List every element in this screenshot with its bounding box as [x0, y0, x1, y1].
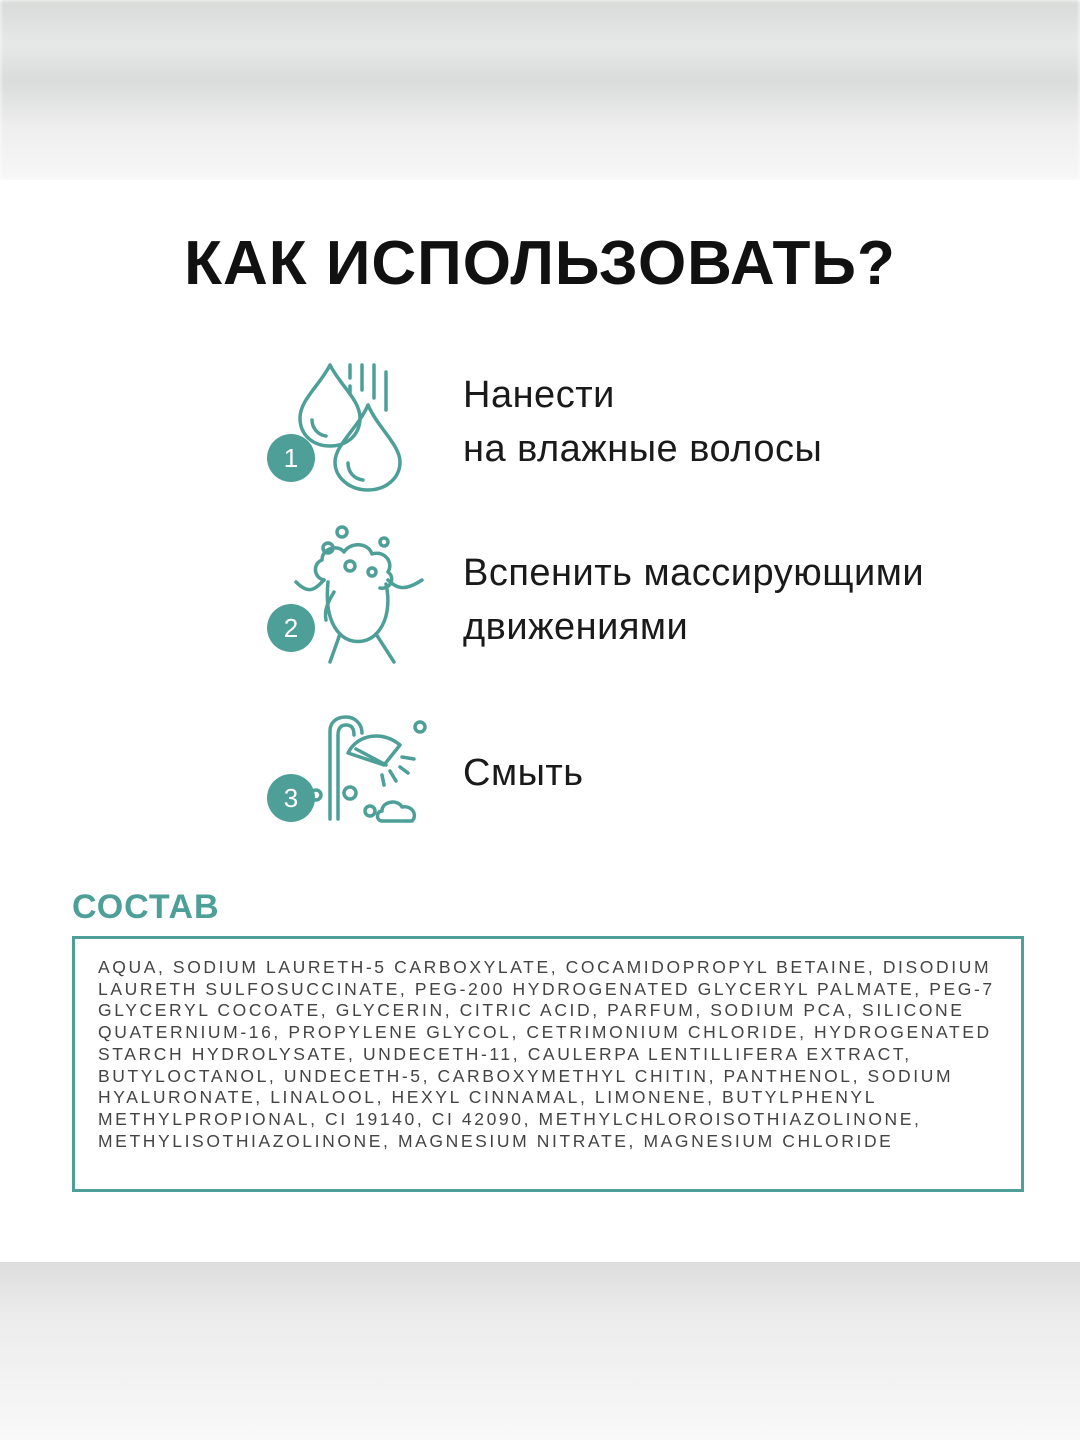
composition-title: СОСТАВ — [72, 888, 220, 926]
blurred-top-background — [0, 0, 1080, 180]
step-2-text — [463, 546, 924, 654]
page-title: КАК ИСПОЛЬЗОВАТЬ? — [184, 229, 896, 298]
water-drops-icon — [290, 350, 460, 500]
shower-icon — [290, 715, 460, 865]
foam-hair-icon — [290, 522, 460, 672]
step-3-line-1: Смыть — [463, 752, 584, 794]
step-2-line-2: движениями — [463, 606, 689, 648]
step-1-line-2: на влажные волосы — [463, 428, 823, 470]
step-2-badge: 2 — [267, 604, 315, 652]
step-1-line-1: Нанести — [463, 374, 615, 416]
blurred-bottom-background — [0, 1262, 1080, 1440]
step-1-text — [463, 368, 822, 476]
step-1-badge: 1 — [267, 434, 315, 482]
step-3-text — [463, 746, 584, 800]
composition-text: AQUA, SODIUM LAURETH-5 CARBOXYLATE, COCAMIDOPROPYL BETAINE, DISODIUM LAURETH SULFOSUCCINATE, PEG-200 HYDROGENATED GLYCERYL PALMATE, PEG-7 GLYCERYL COCOATE, GLYCERIN, CITRIC ACID, PARFUM, SODIUM PCA, SILICONE QUATERNIUM-16, PROPYLENE GLYCOL, CETRIMONIUM CHLORIDE, HYDROGENATED STARCH HYDROLYSATE, UNDECETH-11, CAULERPA LENTILLIFERA EXTRACT, BUTYLOCTANOL, UNDECETH-5, CARBOXYMETHYL CHITIN, PANTHENOL, SODIUM HYALURONATE, LINALOOL, HEXYL CINNAMAL, LIMONENE, BUTYLPHENYL METHYLPROPIONAL, CI 19140, CI 42090, METHYLCHLOROISOTHIAZOLINONE, METHYLISOTHIAZOLINONE, MAGNESIUM NITRATE, MAGNESIUM CHLORIDE — [98, 957, 995, 1151]
step-3-badge: 3 — [267, 774, 315, 822]
step-2-line-1: Вспенить массирующими — [463, 552, 925, 594]
